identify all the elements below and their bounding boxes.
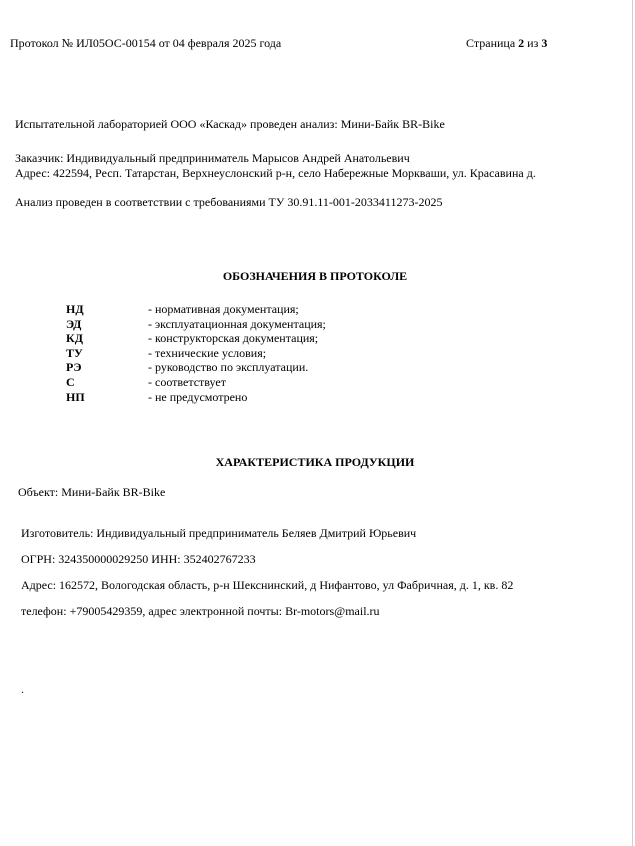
page-prefix: Страница xyxy=(466,36,516,50)
product-object: Объект: Мини-Байк BR-Bike xyxy=(18,485,166,499)
customer-address-line: Адрес: 422594, Респ. Татарстан, Верхнеуслонский р-н, село Набережные Моркваши, ул. Красавина д. xyxy=(15,166,536,180)
designation-abbr: С xyxy=(66,375,75,389)
page-total: 3 xyxy=(541,36,548,50)
ogrn-inn-line: ОГРН: 324350000029250 ИНН: 352402767233 xyxy=(21,552,256,566)
designation-abbr: ТУ xyxy=(66,346,83,360)
designation-abbr: НП xyxy=(66,390,85,404)
designation-text: - эксплуатационная документация; xyxy=(148,317,326,331)
designation-abbr: ЭД xyxy=(66,317,82,331)
designation-abbr: КД xyxy=(66,331,83,345)
page-current: 2 xyxy=(518,36,525,50)
designation-text: - конструкторская документация; xyxy=(148,331,319,345)
page-edge-line xyxy=(632,0,633,846)
designation-abbr: НД xyxy=(66,302,84,316)
designation-text: - не предусмотрено xyxy=(148,390,248,404)
designation-text: - нормативная документация; xyxy=(148,302,299,316)
manufacturer-line: Изготовитель: Индивидуальный предприниматель Беляев Дмитрий Юрьевич xyxy=(21,526,417,540)
contacts-line: телефон: +79005429359, адрес электронной почты: Br-motors@mail.ru xyxy=(21,604,380,618)
protocol-header: Протокол № ИЛ05ОС-00154 от 04 февраля 2025 года xyxy=(10,36,282,50)
analysis-standard-line: Анализ проведен в соответствии с требованиями ТУ 30.91.11-001-2033411273-2025 xyxy=(15,195,443,209)
designations-title: ОБОЗНАЧЕНИЯ В ПРОТОКОЛЕ xyxy=(222,269,408,283)
designation-text: - технические условия; xyxy=(148,346,267,360)
product-title: ХАРАКТЕРИСТИКА ПРОДУКЦИИ xyxy=(215,455,415,469)
designation-abbr: РЭ xyxy=(66,360,82,374)
lab-analysis-line: Испытательной лабораторией ООО «Каскад» проведен анализ: Мини-Байк BR-Bike xyxy=(15,117,445,131)
manufacturer-address-line: Адрес: 162572, Вологодская область, р-н Шекснинский, д Нифантово, ул Фабричная, д. 1, кв. 82 xyxy=(21,578,514,592)
page-separator: из xyxy=(527,36,539,50)
designation-text: - руководство по эксплуатации. xyxy=(148,360,309,374)
page-counter xyxy=(466,36,547,50)
customer-line: Заказчик: Индивидуальный предприниматель Марысов Андрей Анатольевич xyxy=(15,151,410,165)
footer-dot: . xyxy=(21,682,24,696)
designation-text: - соответствует xyxy=(148,375,226,389)
